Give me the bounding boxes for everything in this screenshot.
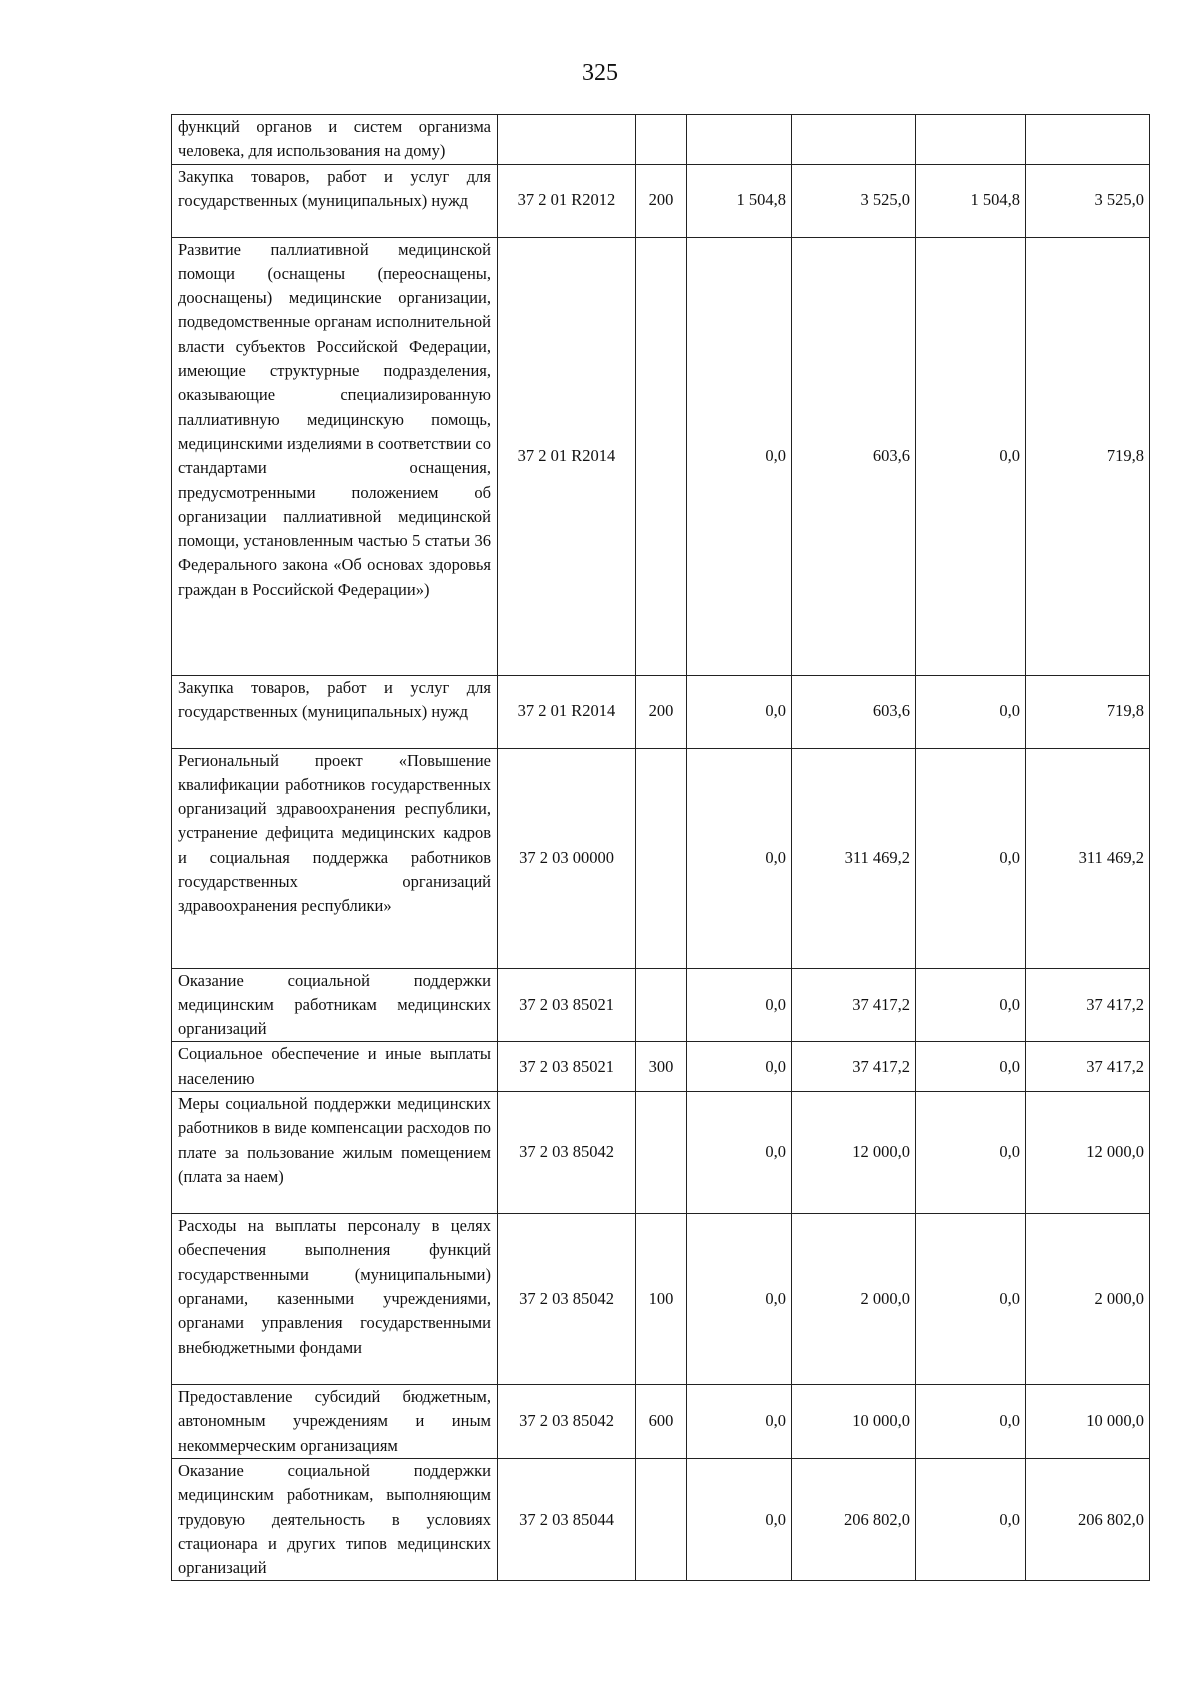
amount-cell-1: 0,0 <box>687 1385 792 1459</box>
row-name-cell: Закупка товаров, работ и услуг для государственных (муниципальных) нужд <box>172 675 498 748</box>
amount-cell-3: 0,0 <box>916 1214 1026 1385</box>
amount-cell-1: 0,0 <box>687 1458 792 1580</box>
amount-cell-3 <box>916 115 1026 165</box>
table-row <box>172 237 1150 675</box>
expense-type-cell <box>636 1458 687 1580</box>
amount-cell-4: 3 525,0 <box>1026 164 1150 237</box>
amount-cell-3: 0,0 <box>916 1458 1026 1580</box>
expense-type-cell <box>636 748 687 968</box>
amount-cell-4: 12 000,0 <box>1026 1092 1150 1214</box>
amount-cell-4: 10 000,0 <box>1026 1385 1150 1459</box>
amount-cell-4: 719,8 <box>1026 675 1150 748</box>
amount-cell-1: 1 504,8 <box>687 164 792 237</box>
amount-cell-1: 0,0 <box>687 237 792 675</box>
table-row <box>172 1214 1150 1385</box>
table-row <box>172 115 1150 165</box>
amount-cell-1: 0,0 <box>687 1042 792 1092</box>
target-article-cell: 37 2 03 85042 <box>498 1214 636 1385</box>
amount-cell-1: 0,0 <box>687 1092 792 1214</box>
row-name-cell: функций органов и систем организма человека, для использования на дому) <box>172 115 498 165</box>
target-article-cell: 37 2 03 00000 <box>498 748 636 968</box>
amount-cell-2: 2 000,0 <box>792 1214 916 1385</box>
amount-cell-3: 0,0 <box>916 1385 1026 1459</box>
amount-cell-2: 12 000,0 <box>792 1092 916 1214</box>
expense-type-cell: 200 <box>636 164 687 237</box>
amount-cell-3: 0,0 <box>916 968 1026 1042</box>
row-name-cell: Развитие паллиативной медицинской помощи (оснащены (переоснащены, дооснащены) медицинские организации, подведомственные органам исполнительной власти субъектов Российской Федерации, имеющие структурные подразделения, оказывающие специализированную паллиативную медицинскую помощь, медицинскими изделиями в соответствии со стандартами оснащения, предусмотренными положением об организации паллиативной медицинской помощи, установленным частью 5 статьи 36 Федерального закона «Об основах здоровья граждан в Российской Федерации») <box>172 237 498 675</box>
budget-table <box>171 114 1150 1581</box>
amount-cell-1: 0,0 <box>687 968 792 1042</box>
amount-cell-2: 206 802,0 <box>792 1458 916 1580</box>
amount-cell-2: 10 000,0 <box>792 1385 916 1459</box>
amount-cell-4: 719,8 <box>1026 237 1150 675</box>
expense-type-cell <box>636 237 687 675</box>
expense-type-cell: 600 <box>636 1385 687 1459</box>
row-name-cell: Закупка товаров, работ и услуг для государственных (муниципальных) нужд <box>172 164 498 237</box>
row-name-cell: Расходы на выплаты персоналу в целях обеспечения выполнения функций государственными (муниципальными) органами, казенными учреждениями, органами управления государственными внебюджетными фондами <box>172 1214 498 1385</box>
amount-cell-2: 311 469,2 <box>792 748 916 968</box>
amount-cell-4: 37 417,2 <box>1026 968 1150 1042</box>
amount-cell-4: 37 417,2 <box>1026 1042 1150 1092</box>
target-article-cell: 37 2 01 R2014 <box>498 675 636 748</box>
amount-cell-1: 0,0 <box>687 748 792 968</box>
expense-type-cell <box>636 115 687 165</box>
expense-type-cell: 200 <box>636 675 687 748</box>
amount-cell-3: 0,0 <box>916 1092 1026 1214</box>
target-article-cell: 37 2 03 85042 <box>498 1092 636 1214</box>
amount-cell-3: 0,0 <box>916 1042 1026 1092</box>
amount-cell-2: 37 417,2 <box>792 1042 916 1092</box>
table-row <box>172 968 1150 1042</box>
expense-type-cell: 100 <box>636 1214 687 1385</box>
table-row <box>172 748 1150 968</box>
row-name-cell: Оказание социальной поддержки медицинским работникам медицинских организаций <box>172 968 498 1042</box>
target-article-cell <box>498 115 636 165</box>
row-name-cell: Региональный проект «Повышение квалификации работников государственных организаций здравоохранения республики, устранение дефицита медицинских кадров и социальная поддержка работников государственных организаций здравоохранения республики» <box>172 748 498 968</box>
target-article-cell: 37 2 01 R2012 <box>498 164 636 237</box>
table-row <box>172 675 1150 748</box>
table-row <box>172 1042 1150 1092</box>
table-row <box>172 1092 1150 1214</box>
row-name-cell: Меры социальной поддержки медицинских работников в виде компенсации расходов по плате за пользование жилым помещением (плата за наем) <box>172 1092 498 1214</box>
amount-cell-3: 0,0 <box>916 675 1026 748</box>
amount-cell-2: 3 525,0 <box>792 164 916 237</box>
amount-cell-3: 0,0 <box>916 748 1026 968</box>
row-name-cell: Оказание социальной поддержки медицинским работникам, выполняющим трудовую деятельность в условиях стационара и других типов медицинских организаций <box>172 1458 498 1580</box>
target-article-cell: 37 2 01 R2014 <box>498 237 636 675</box>
table-row <box>172 1458 1150 1580</box>
amount-cell-2: 37 417,2 <box>792 968 916 1042</box>
target-article-cell: 37 2 03 85042 <box>498 1385 636 1459</box>
amount-cell-1 <box>687 115 792 165</box>
amount-cell-1: 0,0 <box>687 675 792 748</box>
row-name-cell: Предоставление субсидий бюджетным, автономным учреждениям и иным некоммерческим организациям <box>172 1385 498 1459</box>
table-row <box>172 1385 1150 1459</box>
row-name-cell: Социальное обеспечение и иные выплаты населению <box>172 1042 498 1092</box>
amount-cell-4 <box>1026 115 1150 165</box>
amount-cell-2 <box>792 115 916 165</box>
amount-cell-1: 0,0 <box>687 1214 792 1385</box>
amount-cell-3: 1 504,8 <box>916 164 1026 237</box>
page-number: 325 <box>582 60 618 86</box>
amount-cell-3: 0,0 <box>916 237 1026 675</box>
amount-cell-4: 2 000,0 <box>1026 1214 1150 1385</box>
table-row <box>172 164 1150 237</box>
amount-cell-2: 603,6 <box>792 675 916 748</box>
expense-type-cell: 300 <box>636 1042 687 1092</box>
amount-cell-4: 206 802,0 <box>1026 1458 1150 1580</box>
expense-type-cell <box>636 1092 687 1214</box>
target-article-cell: 37 2 03 85044 <box>498 1458 636 1580</box>
expense-type-cell <box>636 968 687 1042</box>
amount-cell-4: 311 469,2 <box>1026 748 1150 968</box>
amount-cell-2: 603,6 <box>792 237 916 675</box>
target-article-cell: 37 2 03 85021 <box>498 968 636 1042</box>
target-article-cell: 37 2 03 85021 <box>498 1042 636 1092</box>
